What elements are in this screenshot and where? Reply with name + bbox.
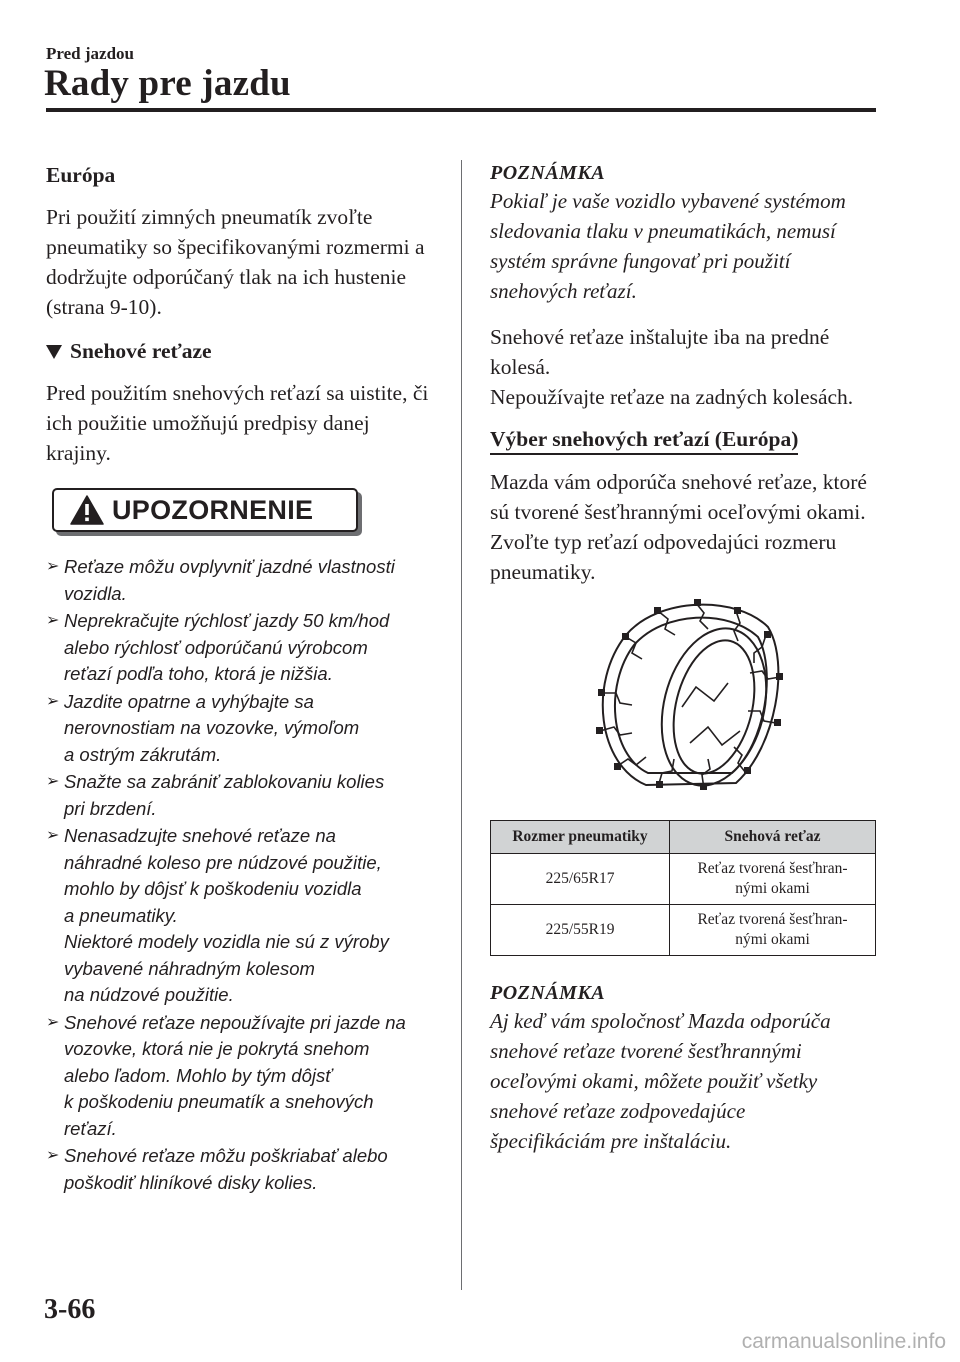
right-column <box>490 160 880 1156</box>
snow-chain-illustration <box>586 597 786 793</box>
arrow-bullet-icon: ➢ <box>46 1147 60 1164</box>
arrow-bullet-icon: ➢ <box>46 1013 60 1031</box>
arrow-bullet-icon: ➢ <box>46 773 60 790</box>
caution-item <box>46 1143 436 1196</box>
caution-text: Snažte sa zabrániť zablokovaniu kolies pri brzdení. <box>64 771 385 819</box>
caution-text: Jazdite opatrne a vyhýbajte sa nerovnostiam na vozovke, výmoľom a ostrým zákrutám. <box>64 690 360 765</box>
caution-label: UPOZORNENIE <box>112 494 314 525</box>
caution-text: Snehové reťaze nepoužívajte pri jazde na vozovke, ktorá nie je pokrytá snehom alebo ľadom. Mohlo by tým dôjsť k poškodeniu pneumatík a snehových reťazí. <box>64 1011 406 1139</box>
header-rule <box>46 108 876 112</box>
selection-text: Mazda vám odporúča snehové reťaze, ktoré sú tvorené šesťhrannými oceľovými okami. Zvoľte typ reťazí odpovedajúci rozmeru pneumatiky. <box>490 470 867 584</box>
europe-heading: Európa <box>46 163 116 187</box>
down-triangle-icon <box>46 345 62 359</box>
note-label: POZNÁMKA <box>490 162 606 184</box>
caution-item <box>46 608 436 688</box>
note-text: Pokiaľ je vaše vozidlo vybavené systémom sledovania tlaku v pneumatikách, nemusí systém správne fungovať pri použití snehových reťazí. <box>490 189 846 303</box>
left-column <box>46 160 436 1196</box>
column-header: Snehová reťaz <box>670 821 876 854</box>
caution-item <box>46 769 436 822</box>
cell-size: 225/55R19 <box>491 905 670 956</box>
caution-text: Nenasadzujte snehové reťaze na náhradné koleso pre núdzové použitie, mohlo by dôjsť k poškodeniu vozidla a pneumatiky. Niektoré modely vozidla nie sú z výroby vybavené náhradným kolesom na núdzové použitie. <box>64 825 389 1005</box>
install-text-2: Nepoužívajte reťaze na zadných kolesách. <box>490 385 854 409</box>
column-divider <box>461 160 462 1290</box>
caution-item <box>46 823 436 1009</box>
page-number: 3-66 <box>44 1294 96 1325</box>
table-header-row <box>491 821 876 854</box>
table-row <box>491 854 876 905</box>
column-header: Rozmer pneumatiky <box>491 821 670 854</box>
section-label: Pred jazdou <box>46 44 134 63</box>
caution-box <box>52 488 358 532</box>
warning-triangle-icon <box>70 495 104 525</box>
watermark: carmanualsonline.info <box>741 1330 946 1353</box>
snow-chains-heading-text: Snehové reťaze <box>70 339 212 363</box>
cell-size: 225/65R17 <box>491 854 670 905</box>
tire-chain-table <box>490 820 876 956</box>
table-row <box>491 905 876 956</box>
page-title: Rady pre jazdu <box>44 63 291 104</box>
cell-chain: Reťaz tvorená šesťhran- nými okami <box>670 854 876 905</box>
arrow-bullet-icon: ➢ <box>46 612 60 629</box>
caution-item <box>46 554 436 607</box>
caution-text: Neprekračujte rýchlosť jazdy 50 km/hod alebo rýchlosť odporúčanú výrobcom reťazí podľa toho, ktorá je nižšia. <box>64 610 390 684</box>
caution-text: Reťaze môžu ovplyvniť jazdné vlastnosti vozidla. <box>64 556 395 604</box>
snow-chains-text: Pred použitím snehových reťazí sa uistite, či ich použitie umožňujú predpisy danej krajiny. <box>46 381 429 465</box>
selection-heading: Výber snehových reťazí (Európa) <box>490 425 798 455</box>
snow-chains-heading <box>46 336 436 366</box>
arrow-bullet-icon: ➢ <box>46 692 60 710</box>
install-text: Snehové reťaze inštalujte iba na predné kolesá. <box>490 325 830 379</box>
arrow-bullet-icon: ➢ <box>46 558 60 575</box>
note-label-2: POZNÁMKA <box>490 982 606 1004</box>
caution-item <box>46 1010 436 1143</box>
caution-item <box>46 689 436 769</box>
europe-text: Pri použití zimných pneumatík zvoľte pneumatiky so špecifikovanými rozmermi a dodržujte odporúčaný tlak na ich hustenie (strana 9-10). <box>46 205 425 319</box>
note-text-2: Aj keď vám spoločnosť Mazda odporúča snehové reťaze tvorené šesťhrannými oceľovými okami, môžete použiť všetky snehové reťaze zodpovedajúce špecifikáciám pre inštaláciu. <box>490 1009 831 1153</box>
cell-chain: Reťaz tvorená šesťhran- nými okami <box>670 905 876 956</box>
arrow-bullet-icon: ➢ <box>46 827 60 844</box>
caution-list <box>46 554 436 1196</box>
caution-text: Snehové reťaze môžu poškriabať alebo poškodiť hliníkové disky kolies. <box>64 1145 388 1193</box>
